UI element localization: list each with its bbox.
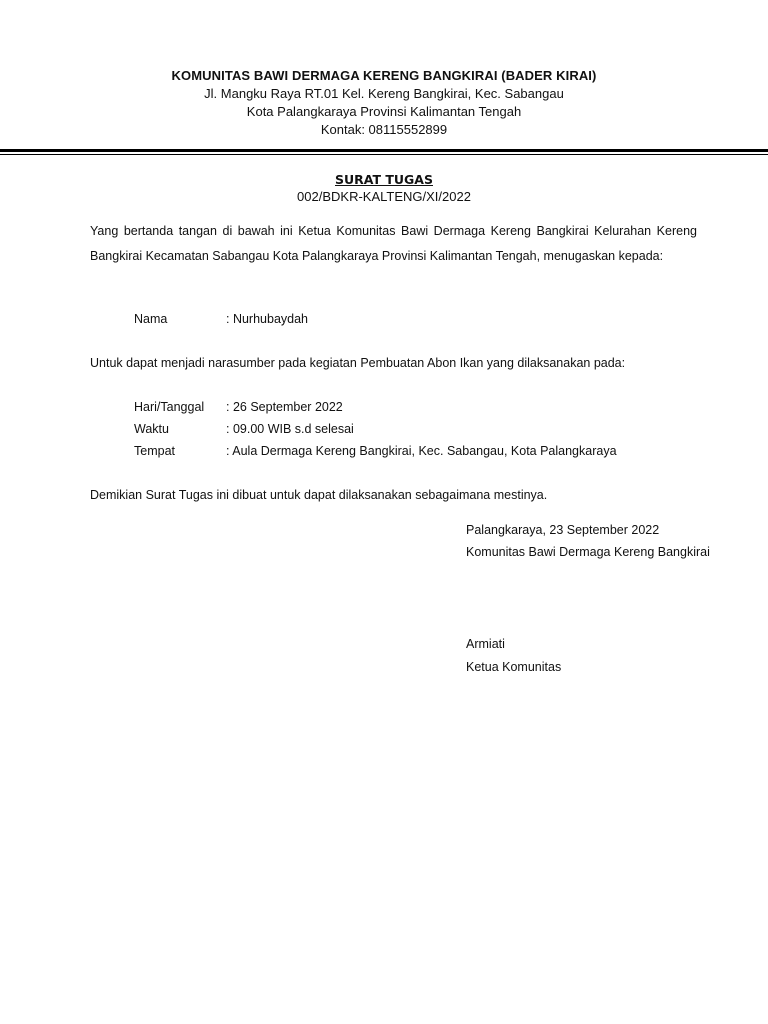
assignee-label: Nama — [134, 312, 168, 326]
schedule-date-value: : 26 September 2022 — [226, 400, 343, 414]
schedule-row-date — [134, 398, 343, 416]
schedule-time-label: Waktu — [134, 422, 169, 436]
letter-number: 002/BDKR-KALTENG/XI/2022 — [297, 189, 471, 204]
letterhead-contact: Kontak: 08115552899 — [320, 122, 448, 137]
schedule-date-label: Hari/Tanggal — [134, 400, 205, 414]
letterhead-divider-thick — [0, 149, 768, 152]
assignee-row — [134, 310, 308, 328]
purpose-paragraph: Untuk dapat menjadi narasumber pada kegiatan Pembuatan Abon Ikan yang dilaksanakan pada: — [90, 356, 626, 370]
letterhead-address-line1: Jl. Mangku Raya RT.01 Kel. Kereng Bangkirai, Kec. Sabangau — [204, 86, 564, 101]
signatory-name: Armiati — [466, 637, 505, 651]
schedule-row-time — [134, 420, 354, 438]
letterhead — [0, 66, 768, 139]
schedule-place-value: : Aula Dermaga Kereng Bangkirai, Kec. Sabangau, Kota Palangkaraya — [226, 444, 617, 458]
opening-paragraph: Yang bertanda tangan di bawah ini Ketua Komunitas Bawi Dermaga Kereng Bangkirai Kelurahan Kereng Bangkirai Kecamatan Sabangau Kota Palangkaraya Provinsi Kalimantan Tengah, menugaskan kepada: — [90, 224, 697, 263]
signatory-position: Ketua Komunitas — [466, 660, 562, 674]
schedule-time-value: : 09.00 WIB s.d selesai — [226, 422, 354, 436]
schedule-place-label: Tempat — [134, 444, 175, 458]
letterhead-address-line2: Kota Palangkaraya Provinsi Kalimantan Tengah — [246, 104, 522, 119]
assignee-value: : Nurhubaydah — [226, 312, 309, 326]
signature-place-date: Palangkaraya, 23 September 2022 — [466, 523, 660, 537]
letter-title: SURAT TUGAS — [335, 172, 433, 187]
signature-organization: Komunitas Bawi Dermaga Kereng Bangkirai — [466, 545, 710, 559]
letterhead-organization: KOMUNITAS BAWI DERMAGA KERENG BANGKIRAI (BADER KIRAI) — [171, 68, 597, 83]
closing-paragraph: Demikian Surat Tugas ini dibuat untuk dapat dilaksanakan sebagaimana mestinya. — [90, 488, 548, 502]
schedule-row-place — [134, 442, 617, 460]
letter-title-block — [0, 171, 768, 206]
letterhead-divider-thin — [0, 154, 768, 155]
